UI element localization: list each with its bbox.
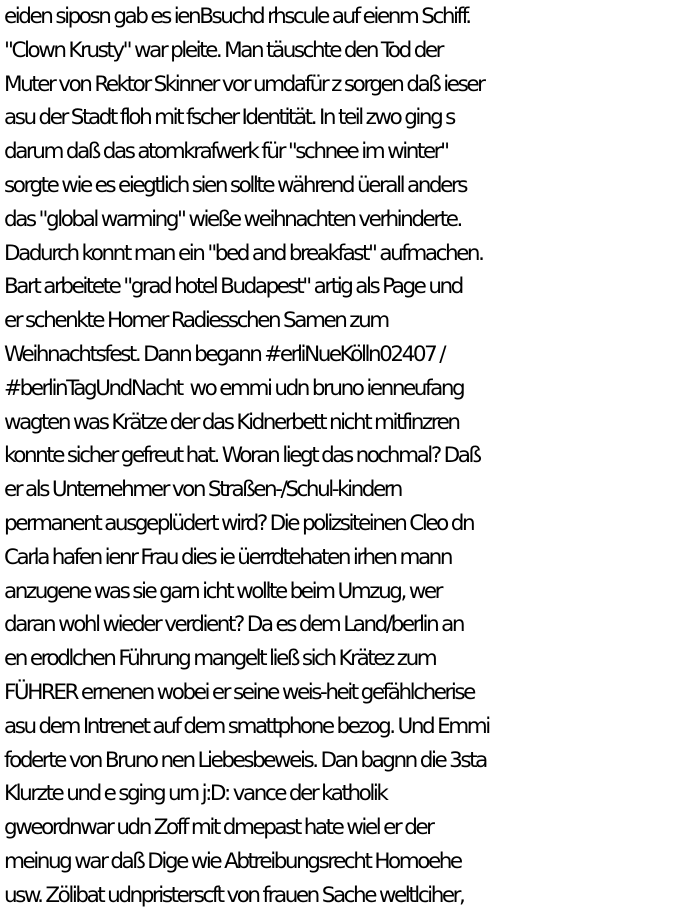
text-line: Bart arbeitete "grad hotel Budapest" artig als Page und — [4, 274, 462, 300]
text-line: FÜHRER ernenen wobei er seine weis-heit gefählcherise — [4, 679, 474, 705]
text-line: Dadurch konnt man ein "bed and breakfast" aufmachen. — [4, 240, 483, 266]
text-line: anzugene was sie garn icht wollte beim Umzug, wer — [4, 578, 442, 604]
document-text — [4, 0, 684, 913]
text-line: konnte sicher gefreut hat. Woran liegt das nochmal? Daß — [4, 443, 480, 469]
text-line: asu der Stadt floh mit fscher Identität. In teil zwo ging s — [4, 105, 454, 131]
text-line: "Clown Krusty" war pleite. Man täuschte den Tod der — [4, 37, 443, 63]
text-line: daran wohl wieder verdient? Da es dem Land/berlin an — [4, 612, 464, 638]
text-line: foderte von Bruno nen Liebesbeweis. Dan bagnn die 3sta — [4, 747, 486, 773]
text-line: meinug war daß Dige wie Abtreibungsrecht Homoehe — [4, 848, 461, 874]
text-line: er schenkte Homer Radiesschen Samen zum — [4, 308, 388, 334]
text-line: Carla hafen ienr Frau dies ie üerrdtehaten irhen mann — [4, 544, 452, 570]
text-line: Weihnachtsfest. Dann begann #erliNueKölln02407 / — [4, 341, 444, 367]
text-line: asu dem Intrenet auf dem smattphone bezog. Und Emmi — [4, 713, 489, 739]
text-line: er als Unternehmer von Straßen-/Schul-kindern — [4, 477, 401, 503]
text-line: eiden siposn gab es ienBsuchd rhscule auf eienm Schiff. — [4, 4, 470, 29]
text-line: gweordnwar udn Zoff mit dmepast hate wiel er der — [4, 815, 433, 841]
text-line: #berlinTagUndNacht wo emmi udn bruno ienneufang — [4, 375, 464, 401]
text-line: sorgte wie es eiegtlich sien sollte während üerall anders — [4, 172, 467, 198]
text-line: Muter von Rektor Skinner vor umdafür z sorgen daß ieser — [4, 71, 484, 97]
text-line: Klurzte und e sging um j:D: vance der katholik — [4, 781, 387, 807]
text-line: darum daß das atomkrafwerk für "schnee im winter" — [4, 139, 448, 165]
text-line: usw. Zölibat udnpristerscft von frauen Sache weltlciher, — [4, 882, 464, 908]
text-line: das "global warming" wieße weihnachten verhinderte. — [4, 206, 461, 232]
text-line: en erodlchen Führung mangelt ließ sich Krätez zum — [4, 646, 436, 672]
text-line: permanent ausgeplüdert wird? Die polizsiteinen Cleo dn — [4, 510, 474, 536]
text-line: wagten was Krätze der das Kidnerbett nicht mitfinzren — [4, 409, 459, 435]
